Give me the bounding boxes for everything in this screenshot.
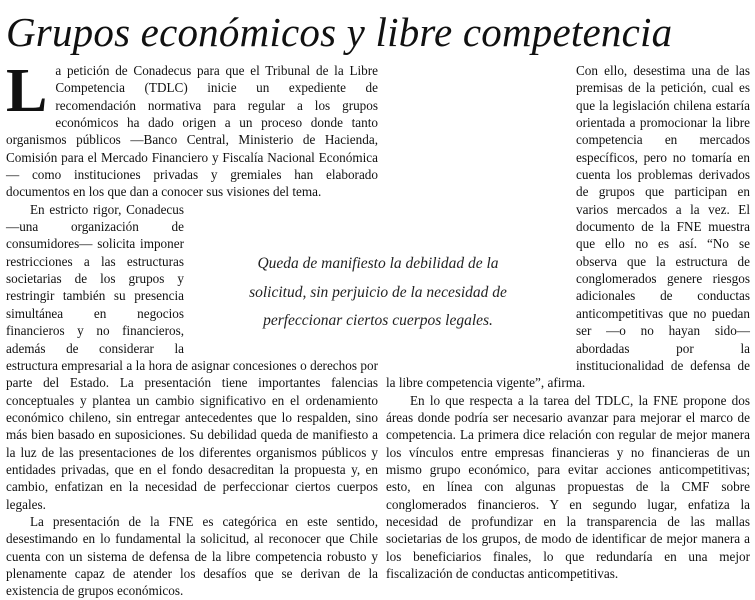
paragraph-premise-text: Con ello, desestima una de las premisas de la petición, cual es que la legislación chilena estaría orientada a promocionar la libre competencia en mercados específicos, pero no tomaría en cuenta los problemas derivados de grupos que participan en varios mercados a la vez. El documento de la FNE muestra que ello no es así. “No se observa que la estructura de conglomerados genere riesgos adicionales de conductas anticompetitivas que no puedan ser —o no hayan sido— abordadas por la institucionalidad de defensa de la libre competencia vigente”, afirma.: [386, 63, 750, 391]
paragraph-conadecus-text: En estricto rigor, Conadecus —una organización de consumidores— solicita imponer restricciones a las estructuras societarias de los grupos y restringir también su presencia simultánea en negocios financieros y no financieros, además de considerar la estructura empresarial a la hora de asignar concesiones o derechos por parte del Estado. La presentación tiene importantes falencias conceptuales y plantea un cambio significativo en el ordenamiento económico chileno, sin entregar antecedentes que lo respalden, sino más bien basado en suposiciones. Su debilidad queda de manifiesto a la luz de las presentaciones de los diferentes organismos públicos y entidades privadas, que en el fondo desacreditan la propuesta y, en cambio, enfatizan en la necesidad de perfeccionar ciertos cuerpos legales.: [6, 201, 378, 512]
paragraph-intro: [6, 57, 378, 201]
paragraph-tdlc: En lo que respecta a la tarea del TDLC, la FNE propone dos áreas donde podría ser necesario avanzar para mejorar el marco de competencia. La primera dice relación con regular de mejor manera los vínculos entre empresas financieras y no financieras de un mismo grupo económico, para evitar acciones anticompetitivas; esto, en línea con algunas propuestas de la CMF sobre conglomerados financieros. Y en segundo lugar, enfatiza la necesidad de profundizar en la transparencia de las mallas societarias de los grupos, de modo de identificar de mejor manera a los beneficiarios finales, lo que redundaría en una mejor fiscalización de conductas anticompetitivas.: [386, 392, 750, 581]
pull-quote: Queda de manifiesto la debilidad de la solicitud, sin perjuicio de la necesidad de perfeccionar ciertos cuerpos legales.: [249, 255, 507, 329]
paragraph-fne: La presentación de la FNE es categórica en este sentido, desestimando en lo fundamental la solicitud, al reconocer que Chile cuenta con un sistema de defensa de la libre competencia robusto y plenamente capaz de atender los desafíos que se derivan de la existencia de grupos económicos.: [6, 513, 378, 599]
paragraph-conadecus: [6, 201, 378, 513]
paragraph-intro-text: a petición de Conadecus para que el Tribunal de la Libre Competencia (TDLC) inicie un expediente de recomendación normativa para regular a los grupos económicos ha dado origen a un proceso donde tanto organismos públicos —Banco Central, Ministerio de Hacienda, Comisión para el Mercado Financiero y Fiscalía Nacional Económica— como instituciones privadas y gremiales han elaborado documentos en los que dan a conocer sus visiones del tema.: [6, 63, 378, 200]
article-headline: Grupos económicos y libre competencia: [6, 9, 673, 55]
drop-cap: L: [6, 57, 48, 125]
paragraph-premise: [386, 62, 750, 392]
